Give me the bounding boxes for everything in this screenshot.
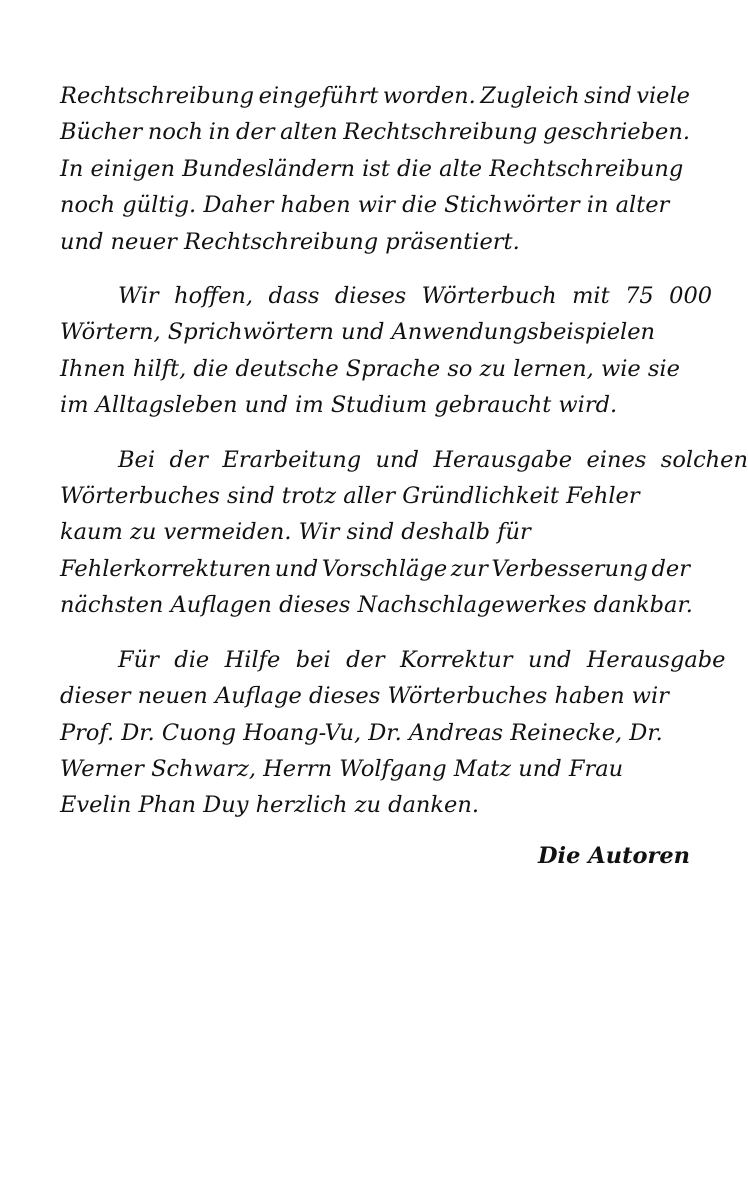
signature: Die Autoren: [538, 842, 690, 869]
text-line: Rechtschreibung eingeführt worden. Zugleich sind viele: [60, 83, 690, 109]
text-line: Für die Hilfe bei der Korrektur und Herausgabe: [118, 646, 726, 673]
text-line: Bücher noch in der alten Rechtschreibung geschrieben.: [60, 119, 690, 146]
text-line: Evelin Phan Duy herzlich zu danken.: [60, 792, 480, 819]
document-page: [60, 78, 748, 874]
text-line: Ihnen hilft, die deutsche Sprache so zu lernen, wie sie: [60, 355, 680, 382]
text-line: Fehlerkorrekturen und Vorschläge zur Verbesserung der: [60, 555, 690, 582]
text-line: In einigen Bundesländern ist die alte Rechtschreibung: [60, 155, 684, 182]
text-line: nächsten Auflagen dieses Nachschlagewerkes dankbar.: [60, 592, 693, 619]
text-line: kaum zu vermeiden. Wir sind deshalb für: [60, 519, 531, 546]
text-line: Werner Schwarz, Herrn Wolfgang Matz und Frau: [60, 755, 624, 782]
text-line: dieser neuen Auflage dieses Wörterbuches haben wir: [60, 683, 669, 710]
paragraph-3: [60, 442, 748, 624]
text-line: im Alltagsleben und im Studium gebraucht wird.: [60, 392, 618, 419]
paragraph-2: [60, 278, 713, 424]
text-line: noch gültig. Daher haben wir die Stichwörter in alter: [60, 192, 670, 219]
text-line: Prof. Dr. Cuong Hoang-Vu, Dr. Andreas Reinecke, Dr.: [60, 719, 663, 746]
text-line: Wörtern, Sprichwörtern und Anwendungsbeispielen: [60, 319, 656, 346]
text-line: Bei der Erarbeitung und Herausgabe eines solchen: [118, 446, 748, 473]
text-line: Wörterbuches sind trotz aller Gründlichkeit Fehler: [60, 483, 640, 510]
text-line: und neuer Rechtschreibung präsentiert.: [60, 228, 520, 255]
paragraph-1: [60, 78, 690, 260]
text-line: Wir hoffen, dass dieses Wörterbuch mit 75 000: [118, 283, 713, 310]
paragraph-4: [60, 642, 726, 824]
